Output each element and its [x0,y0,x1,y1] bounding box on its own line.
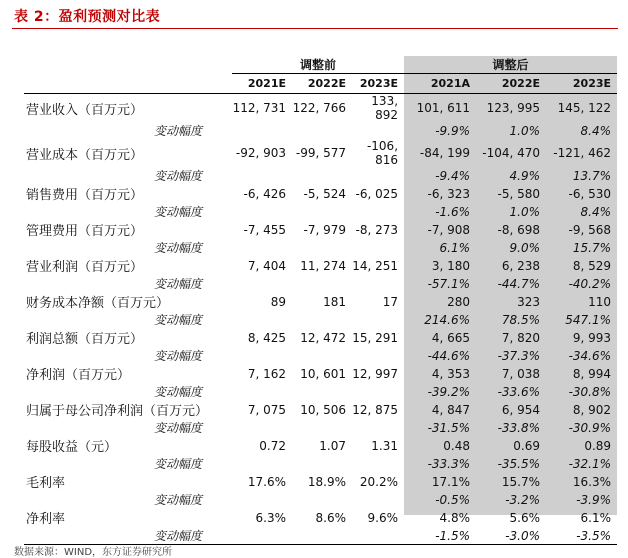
change-cell: -44.6% [427,348,471,363]
table-row [24,139,617,167]
value-cell: -104, 470 [482,146,541,160]
table-row [24,256,617,275]
row-label: 归属于母公司净利润（百万元） [26,404,209,419]
change-cell: 78.5% [501,312,541,327]
change-cell [352,383,404,400]
change-cell [292,167,352,184]
group-before: 调整前 [232,56,404,74]
value-cell: 1.31 [371,438,399,453]
source-note: 数据来源：WIND，东方证券研究所 [14,547,173,558]
change-cell [352,419,404,436]
change-label: 变动幅度 [153,457,202,471]
change-cell [232,275,292,292]
change-label: 变动幅度 [153,124,202,138]
change-cell [292,491,352,508]
table-row [24,328,617,347]
change-label: 变动幅度 [153,313,202,327]
change-cell: 4.9% [509,168,541,183]
change-label: 变动幅度 [153,385,202,399]
value-cell: 101, 611 [416,101,471,115]
change-cell: -33.6% [497,384,541,399]
value-cell: 4.8% [439,510,471,525]
change-cell [292,275,352,292]
value-cell: -8, 273 [355,222,399,237]
change-cell: -3.9% [576,492,612,507]
change-cell [352,311,404,328]
change-cell: -9.4% [435,168,471,183]
value-cell: 122, 766 [292,101,346,115]
change-cell: 13.7% [572,168,612,183]
table-row [24,472,617,491]
change-cell: 1.0% [509,123,541,138]
value-cell: -5, 580 [497,186,541,201]
change-cell: 15.7% [572,240,612,255]
year-header: 2023E [546,74,617,94]
value-cell: 0.69 [513,438,541,453]
change-cell [352,347,404,364]
value-cell: 5.6% [509,510,541,525]
value-cell: 10, 506 [300,402,346,417]
change-cell [352,455,404,472]
change-cell [232,419,292,436]
value-cell: 8, 425 [247,330,286,345]
row-label: 财务成本净额（百万元） [26,296,170,311]
change-cell: -30.8% [568,384,612,399]
value-cell: -5, 524 [303,186,346,201]
title-rule [12,28,618,29]
change-cell: 8.4% [580,123,612,138]
change-row [24,311,617,328]
table-row [24,400,617,419]
group-after: 调整后 [404,56,617,74]
change-cell [292,455,352,472]
table-row [24,184,617,203]
change-cell [232,383,292,400]
change-cell [232,527,292,545]
change-cell: 1.0% [509,204,541,219]
change-label: 变动幅度 [153,421,202,435]
value-cell: -9, 568 [568,222,612,237]
value-cell: 14, 251 [352,258,399,273]
change-cell [232,311,292,328]
value-cell: 110 [588,294,612,309]
value-cell: 8, 902 [572,402,612,417]
value-cell: 181 [323,294,346,309]
table-row [24,220,617,239]
year-corner [24,74,232,94]
change-cell [352,275,404,292]
value-cell: 6, 954 [501,402,541,417]
value-cell: -106, 816 [366,139,399,167]
change-cell: -40.2% [568,276,612,291]
value-cell: 8.6% [315,510,346,525]
value-cell: 15.7% [501,474,541,489]
value-cell: 280 [447,294,471,309]
change-cell: -44.7% [497,276,541,291]
change-cell: -34.6% [568,348,612,363]
change-cell [292,311,352,328]
value-cell: 17.1% [431,474,471,489]
table-row [24,364,617,383]
value-cell: -8, 698 [497,222,541,237]
value-cell: 3, 180 [431,258,471,273]
change-label: 变动幅度 [153,205,202,219]
change-cell [292,419,352,436]
value-cell: 4, 665 [431,330,471,345]
corner-cell [24,56,232,74]
value-cell: 4, 847 [431,402,471,417]
value-cell: 123, 995 [486,101,541,115]
change-cell: 6.1% [439,240,471,255]
value-cell: 8, 529 [572,258,612,273]
change-cell: -39.2% [427,384,471,399]
change-row [24,275,617,292]
value-cell: 323 [517,294,541,309]
change-cell [292,203,352,220]
year-header: 2022E [476,74,546,94]
change-cell: 214.6% [424,312,471,327]
table-title: 表 2：盈利预测对比表 [14,9,161,25]
value-cell: 0.48 [443,438,471,453]
change-cell [292,347,352,364]
change-row [24,347,617,364]
change-cell [352,491,404,508]
change-label: 变动幅度 [153,349,202,363]
change-cell [292,239,352,256]
change-label: 变动幅度 [153,169,202,183]
change-row [24,419,617,436]
change-row [24,239,617,256]
change-cell [232,491,292,508]
row-label: 净利润（百万元） [26,368,131,383]
change-cell: 547.1% [565,312,612,327]
value-cell: -7, 908 [427,222,471,237]
change-cell [352,167,404,184]
row-label: 每股收益（元） [26,440,118,455]
earnings-forecast-table [24,56,617,545]
value-cell: 4, 353 [431,366,471,381]
value-cell: 0.72 [259,438,286,453]
value-cell: 7, 404 [247,258,286,273]
year-header: 2021A [404,74,476,94]
row-label: 营业成本（百万元） [26,147,144,163]
value-cell: 9, 993 [572,330,612,345]
value-cell: -92, 903 [235,146,286,160]
change-row [24,383,617,400]
change-cell: -1.5% [404,527,476,545]
value-cell: 18.9% [307,474,346,489]
change-cell: -35.5% [497,456,541,471]
table-body [24,94,617,545]
change-cell: -33.3% [427,456,471,471]
year-header: 2023E [352,74,404,94]
change-label: 变动幅度 [153,277,202,291]
change-row [24,122,617,139]
change-cell: 8.4% [580,204,612,219]
change-cell [352,203,404,220]
table-row [24,292,617,311]
change-cell [232,455,292,472]
value-cell: 17 [382,294,399,309]
change-cell [232,122,292,139]
value-cell: 145, 122 [557,101,612,115]
change-cell [292,122,352,139]
value-cell: 7, 820 [501,330,541,345]
row-label: 营业利润（百万元） [26,260,144,275]
change-label: 变动幅度 [24,527,232,545]
value-cell: -7, 455 [243,222,286,237]
value-cell: 12, 875 [352,402,399,417]
table-row [24,436,617,455]
change-cell: -33.8% [497,420,541,435]
change-cell: -0.5% [435,492,471,507]
change-cell [352,239,404,256]
change-cell [352,122,404,139]
row-label: 利润总额（百万元） [26,332,144,347]
group-header-row [24,56,617,74]
value-cell: -6, 025 [355,186,399,201]
value-cell: 133, 892 [371,94,399,122]
value-cell: 0.89 [584,438,612,453]
value-cell: -7, 979 [303,222,346,237]
change-row [24,491,617,508]
table-row [24,94,617,123]
value-cell: -121, 462 [553,146,612,160]
change-cell: -57.1% [427,276,471,291]
change-cell: -30.9% [568,420,612,435]
row-label: 毛利率 [26,476,66,491]
value-cell: 11, 274 [300,258,346,273]
value-cell: 10, 601 [300,366,346,381]
change-cell: -37.3% [497,348,541,363]
change-cell [232,203,292,220]
value-cell: 1.07 [319,438,346,453]
year-header: 2022E [292,74,352,94]
change-cell: -31.5% [427,420,471,435]
change-row [24,167,617,184]
value-cell: 89 [270,294,286,309]
value-cell: 15, 291 [352,330,399,345]
change-row [24,455,617,472]
value-cell: 8, 994 [572,366,612,381]
value-cell: 9.6% [367,510,399,525]
year-header: 2021E [232,74,292,94]
value-cell: 12, 997 [352,366,399,381]
row-label: 净利率 [26,512,66,527]
row-label: 销售费用（百万元） [26,188,144,203]
change-cell: -3.5% [546,527,617,545]
value-cell: 20.2% [359,474,399,489]
row-label: 管理费用（百万元） [26,224,144,239]
value-cell: -6, 530 [568,186,612,201]
table-row [24,508,617,527]
value-cell: 7, 038 [501,366,541,381]
change-row [24,527,617,545]
change-cell [232,167,292,184]
value-cell: 6.3% [255,510,286,525]
change-cell: -1.6% [435,204,471,219]
change-cell [292,383,352,400]
value-cell: 16.3% [572,474,612,489]
change-cell [352,527,404,545]
row-label: 营业收入（百万元） [26,102,144,118]
value-cell: 6.1% [580,510,612,525]
change-cell: -9.9% [435,123,471,138]
change-cell: -3.2% [505,492,541,507]
change-cell [292,527,352,545]
change-cell [232,347,292,364]
value-cell: 7, 162 [247,366,286,381]
change-cell: -3.0% [476,527,546,545]
value-cell: -84, 199 [419,146,471,160]
value-cell: 12, 472 [300,330,346,345]
value-cell: 17.6% [247,474,286,489]
value-cell: 112, 731 [232,101,286,115]
value-cell: -6, 323 [427,186,471,201]
change-cell [232,239,292,256]
change-row [24,203,617,220]
value-cell: -99, 577 [295,146,346,160]
change-label: 变动幅度 [153,493,202,507]
value-cell: 7, 075 [247,402,286,417]
value-cell: 6, 238 [501,258,541,273]
change-cell: -32.1% [568,456,612,471]
change-cell: 9.0% [509,240,541,255]
value-cell: -6, 426 [243,186,286,201]
year-header-row [24,74,617,94]
change-label: 变动幅度 [153,241,202,255]
